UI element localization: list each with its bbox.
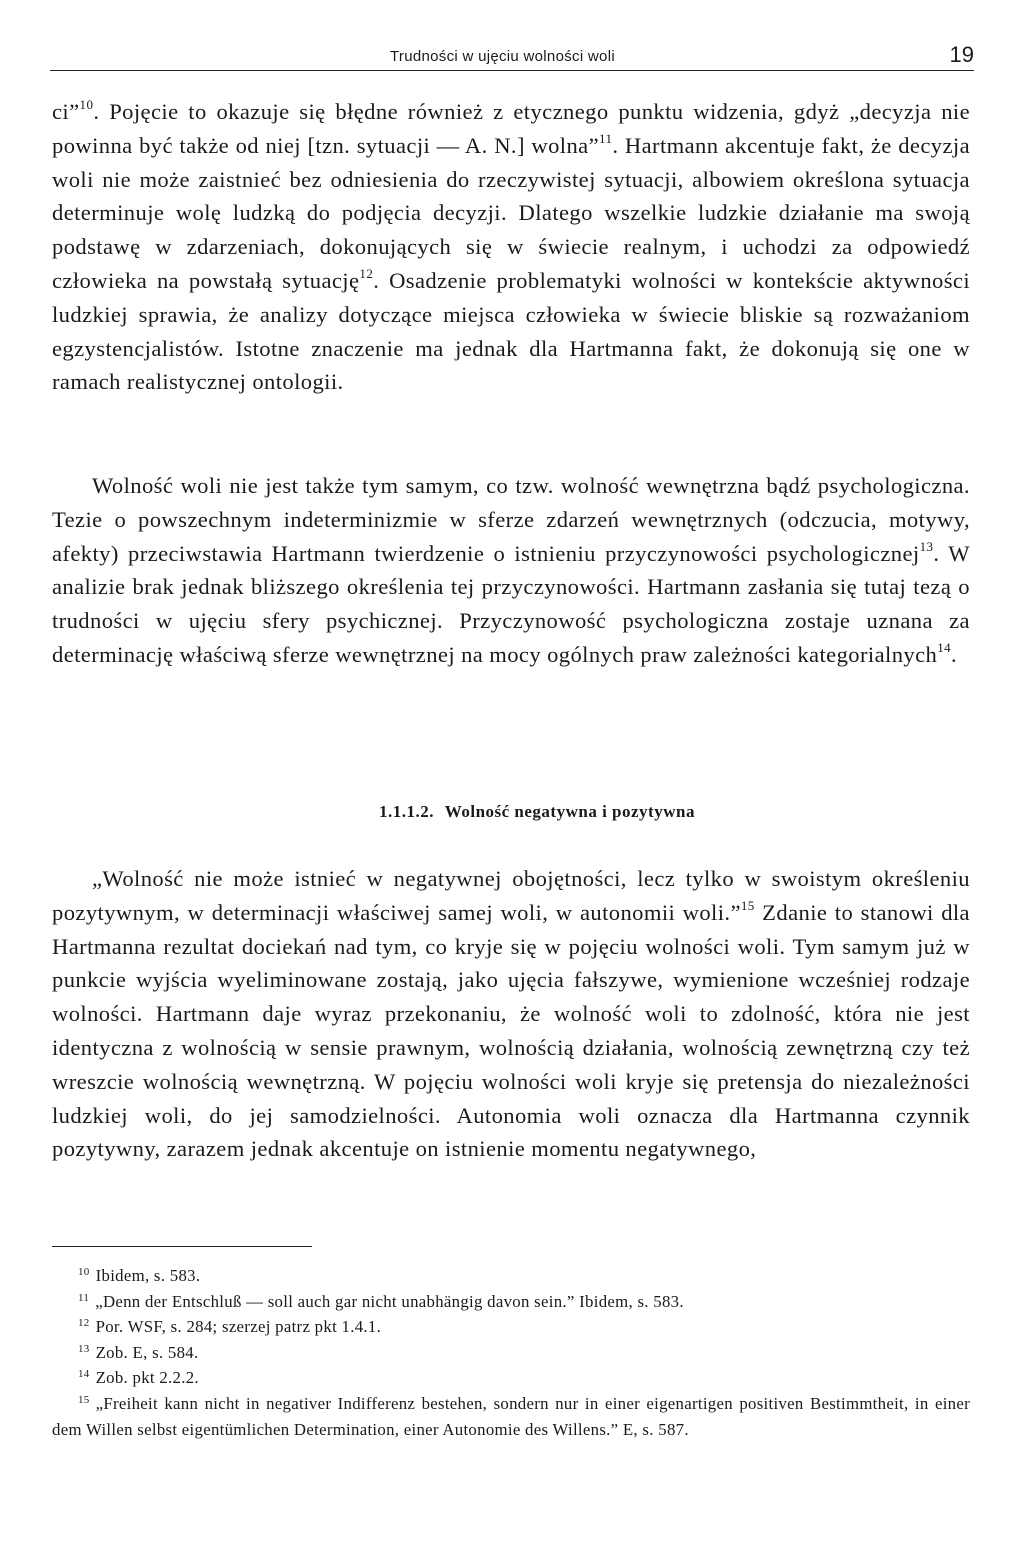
footnote-ref: 10 <box>79 97 94 112</box>
footnote-number: 13 <box>78 1342 90 1355</box>
footnote <box>52 1365 970 1391</box>
section-number: 1.1.1.2. <box>379 802 435 821</box>
text-run: Zdanie to stanowi dla Hartmanna rezultat dociekań nad tym, co kryje się w pojęciu wolności woli. Tym samym już w punkcie wyjścia wyeliminowane zostają, jako ujęcia fałszywe, wymienione wcześniej rodzaje wolności. Hartmann daje wyraz przekonaniu, że wolność woli to zdolność, która nie jest identyczna z wolnością w sensie prawnym, wolnością działania, wolnością zewnętrzną czy też wreszcie wolnością wewnętrzną. W pojęciu wolności woli kryje się pretensja do niezależności ludzkiej woli, do jej samodzielności. Autonomia woli oznacza dla Hartmanna czynnik pozytywny, zarazem jednak akcentuje on istnienie momentu negatywnego, <box>52 899 970 1162</box>
running-header <box>50 42 974 71</box>
footnote-ref: 15 <box>740 897 755 913</box>
footnote-text: Ibidem, s. 583. <box>95 1266 201 1285</box>
text-run: ci” <box>52 99 80 124</box>
text-run: . W analizie brak jednak bliższego określenia tej przyczynowości. Hartmann zasłania się tutaj tezą o trudności w ujęciu sfery psychicznej. Przyczynowość psychologiczna zostaje uznana za determinację właściwą sferze wewnętrznej na mocy ogólnych praw zależności kategorialnych <box>52 540 970 667</box>
footnote-text: Zob. pkt 2.2.2. <box>95 1368 199 1388</box>
footnote-text: Zob. E, s. 584. <box>95 1342 199 1362</box>
footnote-number: 10 <box>78 1266 90 1278</box>
text-run: „Wolność nie może istnieć w negatywnej obojętności, lecz tylko w swoistym określeniu pozytywnym, w determinacji właściwej samej woli, w autonomii woli.” <box>52 866 970 925</box>
footnote-number: 12 <box>78 1317 90 1330</box>
footnote <box>52 1340 970 1366</box>
footnote-text: „Denn der Entschluß — soll auch gar nicht unabhängig davon sein.” Ibidem, s. 583. <box>95 1291 684 1311</box>
text-run: . Pojęcie to okazuje się błędne również z etycznego punktu widzenia, gdyż „decyzja nie powinna być także od niej [tzn. sytuacji — A. N.] wolna” <box>52 99 970 158</box>
footnote-ref: 13 <box>919 538 934 554</box>
text-run: Wolność woli nie jest także tym samym, co tzw. wolność wewnętrzna bądź psychologiczna. Tezie o powszechnym indeterminizmie w sferze zdarzeń wewnętrznych (odczucia, motywy, afekty) przeciwstawia Hartmann twierdzenie o istnieniu przyczynowości psychologicznej <box>52 473 970 566</box>
footnote-number: 14 <box>78 1368 90 1381</box>
footnote <box>52 1289 970 1315</box>
footnote-text: „Freiheit kann nicht in negativer Indifferenz bestehen, sondern nur in einer eigenartigen positiven Bestimmtheit, in einer dem Willen selbst eigentümlichen Determination, einer Autonomie des Willens.” E, s. 587. <box>52 1393 970 1439</box>
footnote-separator <box>52 1246 312 1247</box>
footnote <box>52 1314 970 1340</box>
footnote-ref: 11 <box>599 130 613 146</box>
text-run: . <box>951 641 958 667</box>
footnote-number: 11 <box>78 1291 90 1304</box>
footnote-ref: 12 <box>359 265 374 281</box>
text-run: . Osadzenie problematyki wolności w kontekście aktywności ludzkiej sprawia, że analizy dotyczące miejsca człowieka w świecie bliskie są rozważaniom egzystencjalistów. Istotne znaczenie ma jednak dla Hartmanna fakt, że dokonują się one w ramach realistycznej ontologii. <box>52 267 971 395</box>
footnotes <box>52 1263 970 1442</box>
page-number: 19 <box>949 42 974 67</box>
footnote-text: Por. WSF, s. 284; szerzej patrz pkt 1.4.1. <box>95 1317 382 1337</box>
paragraph <box>52 469 970 672</box>
paragraph <box>52 862 970 1166</box>
paragraph <box>52 95 970 399</box>
footnote <box>52 1263 970 1289</box>
section-heading <box>0 802 1024 822</box>
footnote-ref: 14 <box>937 639 952 655</box>
text-run: . Hartmann akcentuje fakt, że decyzja woli nie może zaistnieć bez odniesienia do rzeczywistej sytuacji, albowiem określona sytuacja determinuje wolę ludzką do podjęcia decyzji. Dlatego wszelkie ludzkie działanie ma swoją podstawę w zdarzeniach, dokonujących się w świecie realnym, i uchodzi za odpowiedź człowieka na powstałą sytuację <box>52 132 971 293</box>
running-title: Trudności w ujęciu wolności woli <box>390 48 615 65</box>
footnote-number: 15 <box>78 1393 90 1406</box>
section-title: Wolność negatywna i pozytywna <box>444 802 695 821</box>
footnote <box>52 1391 970 1442</box>
